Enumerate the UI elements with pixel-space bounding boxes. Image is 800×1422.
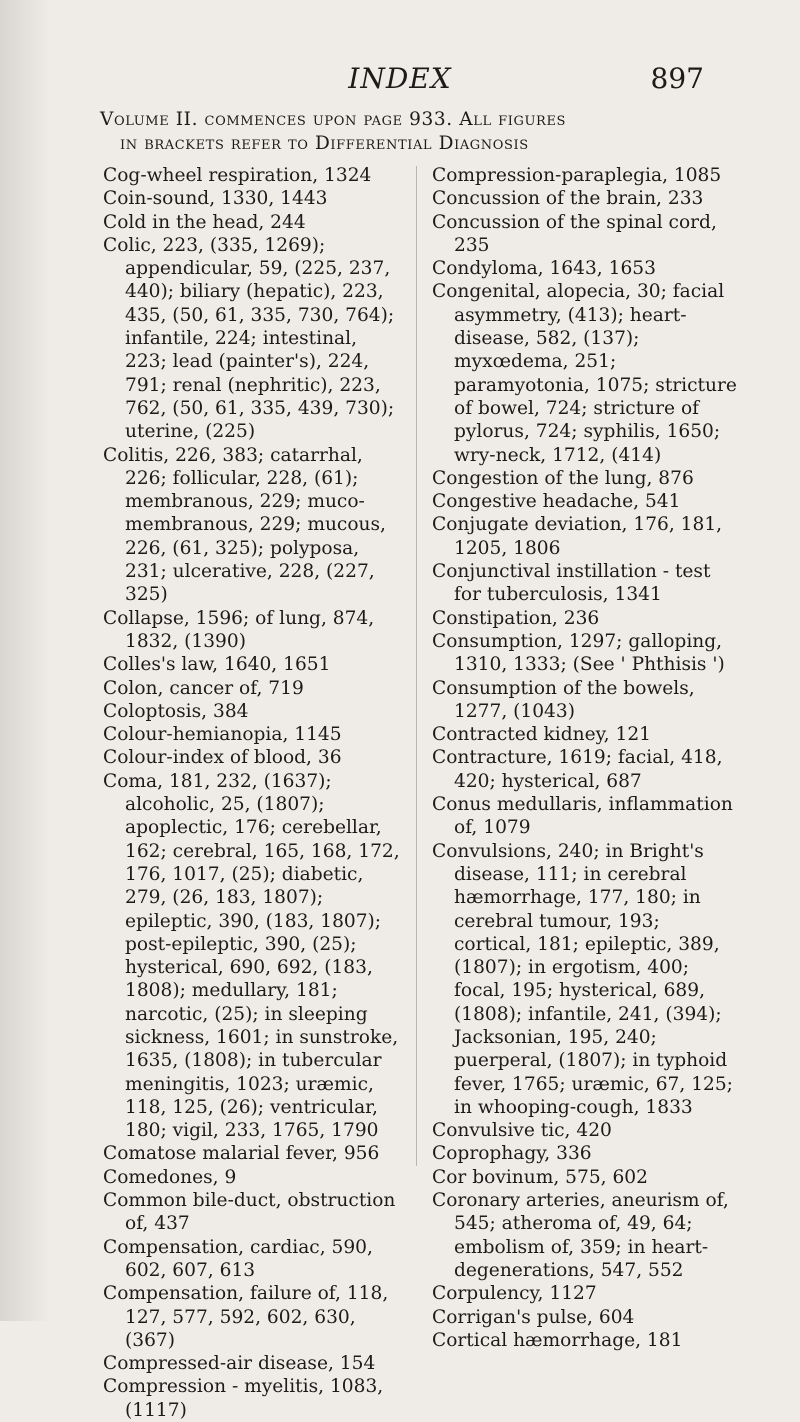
page-header	[0, 62, 800, 102]
index-entry: Cor bovinum, 575, 602	[432, 1166, 648, 1188]
index-entry: Coronary arteries, aneurism of, 545; atheroma of, 49, 64; embolism of, 359; in heart-degenerations, 547, 552	[432, 1190, 729, 1281]
index-entry: Colles's law, 1640, 1651	[103, 654, 331, 676]
index-entry: Compensation, failure of, 118, 127, 577, 592, 602, 630, (367)	[103, 1283, 389, 1351]
index-entry: Coma, 181, 232, (1637); alcoholic, 25, (1807); apoplectic, 176; cerebellar, 162; cerebral, 165, 168, 172, 176, 1017, (25); diabetic, 279, (26, 183, 1807); epileptic, 390, (183, 1807); post-epileptic, 390, (25); hysterical, 690, 692, (183, 1808); medullary, 181; narcotic, (25); in sleeping sickness, 1601; in sunstroke, 1635, (1808); in tubercular meningitis, 1023; uræmic, 118, 125, (26); ventricular, 180; vigil, 233, 1765, 1790	[103, 770, 400, 1142]
index-entry: Condyloma, 1643, 1653	[432, 258, 656, 280]
notice-line-1: Volume II. commences upon page 933. All figures	[100, 109, 567, 130]
index-entry: Cold in the head, 244	[103, 211, 306, 233]
index-entry: Common bile-duct, obstruction of, 437	[103, 1190, 396, 1235]
index-entry: Congestion of the lung, 876	[432, 467, 694, 489]
index-entry: Concussion of the spinal cord, 235	[432, 211, 717, 256]
index-entry: Congestive headache, 541	[432, 491, 681, 513]
index-entry: Compression-paraplegia, 1085	[432, 165, 722, 186]
index-entry: Contracture, 1619; facial, 418, 420; hysterical, 687	[432, 747, 723, 792]
index-entry: Colon, cancer of, 719	[103, 677, 304, 699]
index-entry: Colitis, 226, 383; catarrhal, 226; follicular, 228, (61); membranous, 229; muco-membranous, 229; mucous, 226, (61, 325); polyposa, 231; ulcerative, 228, (227, 325)	[103, 444, 386, 606]
index-entry: Colour-index of blood, 36	[103, 747, 342, 769]
index-entry: Contracted kidney, 121	[432, 724, 651, 746]
index-entry: Consumption, 1297; galloping, 1310, 1333; (See ' Phthisis ')	[432, 630, 725, 676]
index-entry: Colour-hemianopia, 1145	[103, 724, 342, 746]
index-entry: Compression - myelitis, 1083, (1117)	[103, 1376, 384, 1421]
index-entry: Comedones, 9	[103, 1166, 237, 1188]
index-entry: Convulsive tic, 420	[432, 1120, 612, 1142]
index-entry: Convulsions, 240; in Bright's disease, 111; in cerebral hæmorrhage, 177, 180; in cerebral tumour, 193; cortical, 181; epileptic, 389, (1807); in ergotism, 400; focal, 195; hysterical, 689, (1808); infantile, 241, (394); Jacksonian, 195, 240; puerperal, (1807); in typhoid fever, 1765; uræmic, 67, 125; in whooping-cough, 1833	[432, 840, 733, 1118]
notice-line-2: in brackets refer to Differential Diagnosis	[120, 133, 529, 154]
index-entry: Corpulency, 1127	[432, 1283, 597, 1305]
index-entry: Comatose malarial fever, 956	[103, 1143, 380, 1165]
index-column-left	[103, 164, 403, 1422]
index-entry: Conus medullaris, inflammation of, 1079	[432, 794, 733, 839]
page-number: 897	[650, 62, 704, 95]
index-entry: Cog-wheel respiration, 1324	[103, 165, 372, 186]
page-edge-shadow	[0, 0, 50, 1321]
index-entry: Compensation, cardiac, 590, 602, 607, 613	[103, 1236, 373, 1281]
index-entry: Conjunctival instillation - test for tuberculosis, 1341	[432, 561, 711, 606]
running-title: INDEX	[348, 62, 452, 95]
index-column-right	[432, 164, 742, 1352]
index-entry: Colic, 223, (335, 1269); appendicular, 59, (225, 237, 440); biliary (hepatic), 223, 435, (50, 61, 335, 730, 764); infantile, 224; intestinal, 223; lead (painter's), 224, 791; renal (nephritic), 223, 762, (50, 61, 335, 439, 730); uterine, (225)	[103, 234, 395, 443]
index-entry: Consumption of the bowels, 1277, (1043)	[432, 677, 695, 722]
index-entry: Compressed-air disease, 154	[103, 1353, 376, 1375]
index-entry: Constipation, 236	[432, 607, 600, 629]
index-entry: Collapse, 1596; of lung, 874, 1832, (1390)	[103, 607, 375, 652]
index-entry: Conjugate deviation, 176, 181, 1205, 1806	[432, 514, 723, 559]
volume-notice	[100, 108, 740, 156]
index-entry: Coprophagy, 336	[432, 1143, 592, 1165]
column-divider	[416, 166, 417, 1166]
index-entry: Coloptosis, 384	[103, 700, 249, 722]
index-entry: Coin-sound, 1330, 1443	[103, 188, 328, 210]
index-entry: Concussion of the brain, 233	[432, 188, 704, 210]
index-entry: Corrigan's pulse, 604	[432, 1306, 635, 1328]
index-entry: Cortical hæmorrhage, 181	[432, 1329, 683, 1351]
index-entry: Congenital, alopecia, 30; facial asymmetry, (413); heart-disease, 582, (137); myxœdema, 251; paramyotonia, 1075; stricture of bowel, 724; stricture of pylorus, 724; syphilis, 1650; wry-neck, 1712, (414)	[432, 281, 737, 466]
